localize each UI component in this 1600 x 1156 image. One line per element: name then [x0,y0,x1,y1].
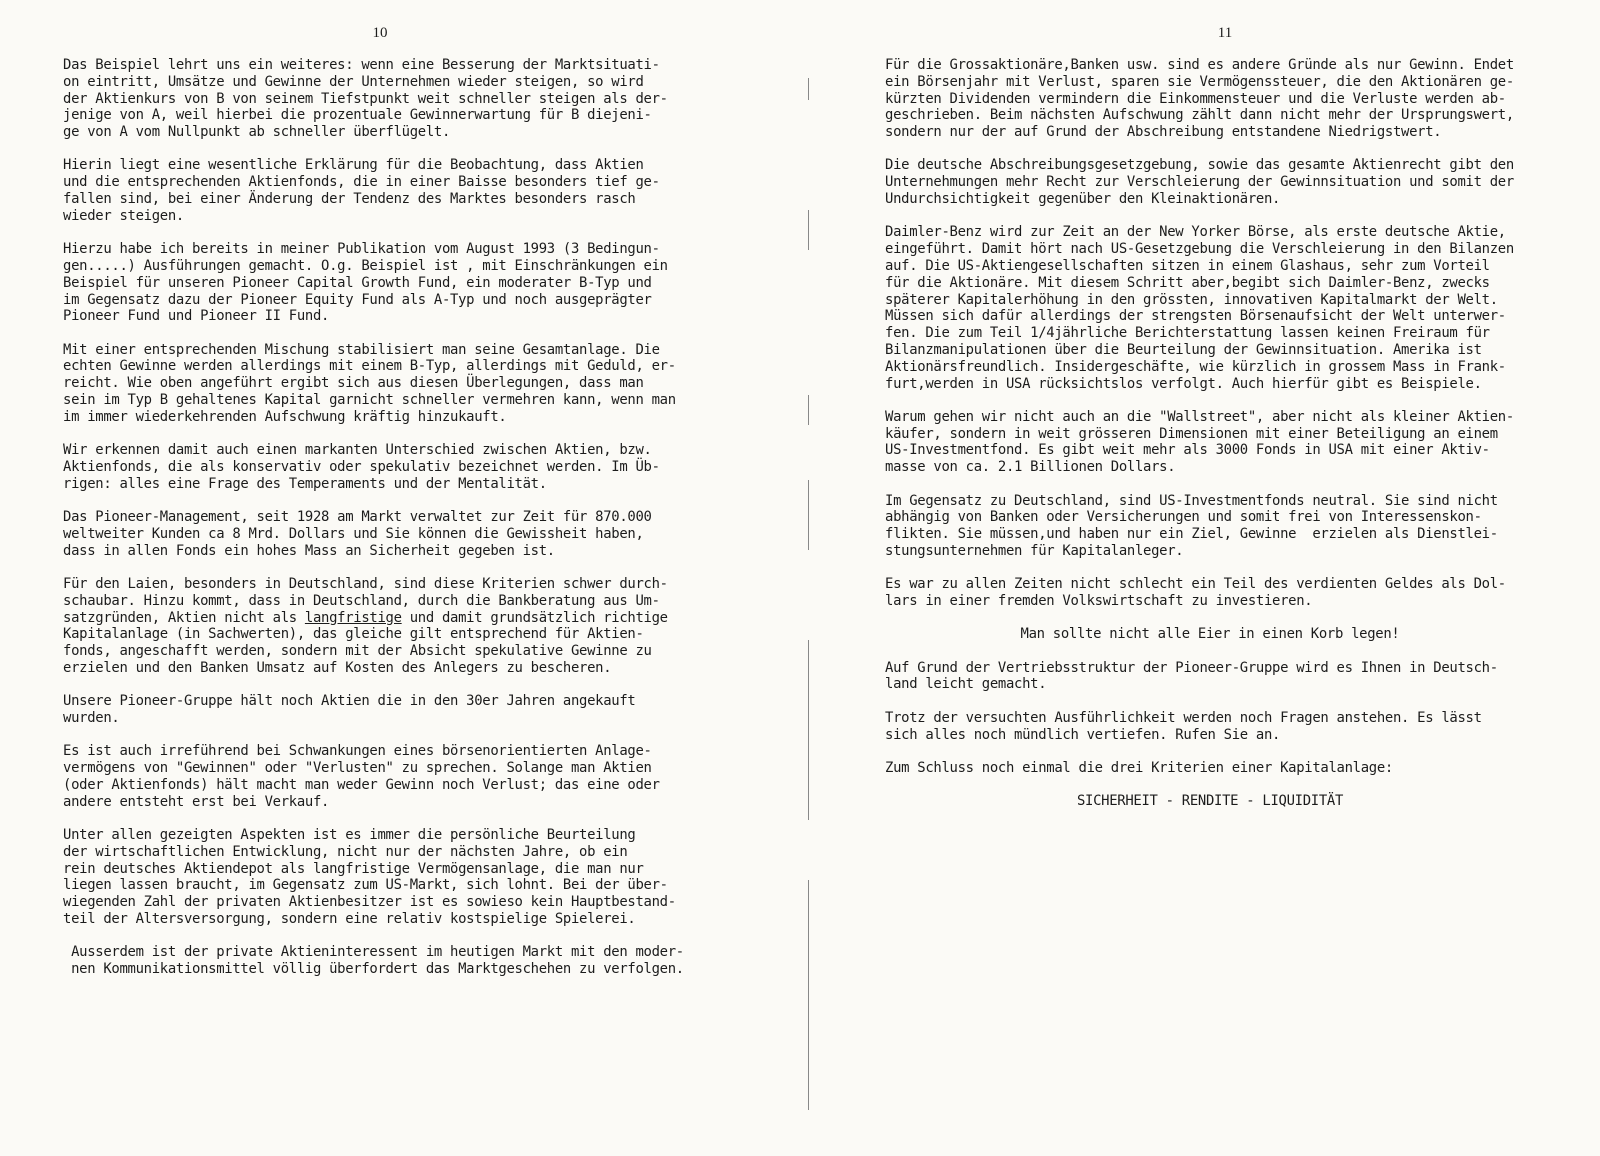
text-line: der Aktienkurs von B von seinem Tiefstpunkt weit schneller steigen als der- [63,90,668,107]
text-line: Das Pioneer-Management, seit 1928 am Markt verwaltet zur Zeit für 870.000 [63,509,652,526]
text-line: sein im Typ B gehaltenes Kapital garnicht schneller vermehren kann, wenn man [63,392,676,409]
paragraph [885,576,1535,610]
text-line: Unter allen gezeigten Aspekten ist es immer die persönliche Beurteilung [63,826,636,843]
text-line: Wir erkennen damit auch einen markanten Unterschied zwischen Aktien, bzw. [63,442,652,459]
text-line: Beispiel für unseren Pioneer Capital Growth Fund, ein moderater B-Typ und [63,274,652,291]
text-line: wieder steigen. [63,207,184,224]
paragraph [63,241,723,325]
text-line: ein Börsenjahr mit Verlust, sparen sie Vermögenssteuer, die den Aktionären ge- [885,73,1514,90]
text-line: abhängig von Banken oder Versicherungen und somit frei von Interessenskon- [885,509,1482,526]
text-line: Pioneer Fund und Pioneer II Fund. [63,308,330,325]
text-line: flikten. Sie müssen,und haben nur ein Ziel, Gewinne erzielen als Dienstlei- [885,526,1498,543]
motto: Man sollte nicht alle Eier in einen Korb legen! [1020,626,1400,643]
text-line: teil der Altersversorgung, sondern eine relativ kostspielige Spielerei. [63,910,636,927]
text-line: im Gegensatz dazu der Pioneer Equity Fund als A-Typ und noch ausgeprägter [63,291,652,308]
text-line: echten Gewinne werden allerdings mit einem B-Typ, allerdings mit Geduld, er- [63,358,676,375]
text-line: andere entsteht erst bei Verkauf. [63,793,330,810]
paragraph [63,442,723,492]
text-line: Kapitalanlage (in Sachwerten), das gleiche gilt entsprechend für Aktien- [63,626,644,643]
text-line: reicht. Wie oben angeführt ergibt sich aus diesen Überlegungen, dass man [63,375,644,392]
text-line: kürzten Dividenden vermindern die Einkommensteuer und die Verluste werden ab- [885,90,1506,107]
text-line: Mit einer entsprechenden Mischung stabilisiert man seine Gesamtanlage. Die [63,341,660,358]
right-page-text [885,57,1535,826]
text-line: jenige von A, weil hierbei die prozentuale Gewinnerwartung für B diejeni- [63,107,652,124]
text-line: ge von A vom Nullpunkt ab schneller überflügelt. [63,124,451,141]
paragraph [63,157,723,224]
text-line: on eintritt, Umsätze und Gewinne der Unternehmen wieder steigen, so wird [63,73,644,90]
paragraph [63,509,723,559]
text-line: Aktienfonds, die als konservativ oder spekulativ bezeichnet werden. Im Üb- [63,458,660,475]
text-line: Hierin liegt eine wesentliche Erklärung für die Beobachtung, dass Aktien [63,157,644,174]
text-line: wiegenden Zahl der privaten Aktienbesitzer ist es sowieso kein Hauptbestand- [63,894,676,911]
text-line: Für den Laien, besonders in Deutschland, sind diese Kriterien schwer durch- [63,575,668,592]
text-line: für die Aktionäre. Mit diesem Schritt aber,begibt sich Daimler-Benz, zwecks [885,274,1490,291]
text-line: gen.....) Ausführungen gemacht. O.g. Beispiel ist , mit Einschränkungen ein [63,257,668,274]
paragraph [63,576,723,677]
text-line: späterer Kapitalerhöhung in den grössten, innovativen Kapitalmarkt der Welt. [885,291,1498,308]
text-line: Zum Schluss noch einmal die drei Kriterien einer Kapitalanlage: [885,759,1393,776]
text-line: Trotz der versuchten Ausführlichkeit werden noch Fragen anstehen. Es lässt [885,709,1482,726]
text-line: der wirtschaftlichen Entwicklung, nicht nur der nächsten Jahre, ob ein [63,843,628,860]
paragraph [63,743,723,810]
text-line: fonds, angeschafft werden, sondern mit der Absicht spekulative Gewinne zu [63,643,652,660]
text-line: US-Investmentfond. Es gibt weit mehr als 3000 Fonds in USA mit einer Aktiv- [885,442,1490,459]
text-line: fallen sind, bei einer Änderung der Tendenz des Marktes besonders rasch [63,191,636,208]
text-line: land leicht gemacht. [885,676,1047,693]
page-number: 11 [1217,25,1233,41]
text-line: Aktionärsfreundlich. Insidergeschäfte, wie kürzlich in grossem Mass in Frank- [885,358,1506,375]
text-line: Unsere Pioneer-Gruppe hält noch Aktien die in den 30er Jahren angekauft [63,693,636,710]
text-line: Bilanzmanipulationen über die Beurteilung der Gewinnsituation. Amerika ist [885,341,1482,358]
text-line: und die entsprechenden Aktienfonds, die in einer Baisse besonders tief ge- [63,174,660,191]
paragraph [885,224,1535,392]
text-line: Für die Grossaktionäre,Banken usw. sind es andere Gründe als nur Gewinn. Endet [885,57,1514,73]
paragraph [885,760,1535,777]
closing-criteria: SICHERHEIT - RENDITE - LIQUIDITÄT [1076,793,1344,810]
paragraph [885,660,1535,694]
left-page-text [63,57,723,994]
text-line: Warum gehen wir nicht auch an die "Wallstreet", aber nicht als kleiner Aktien- [885,408,1514,425]
text-line: erzielen und den Banken Umsatz auf Kosten des Anlegers zu bescheren. [63,659,612,676]
paragraph [885,493,1535,560]
text-line: vermögens von "Gewinnen" oder "Verlusten" zu sprechen. Solange man Aktien [63,760,652,777]
text-line: Es ist auch irreführend bei Schwankungen eines börsenorientierten Anlage- [63,743,652,760]
text-line: liegen lassen braucht, im Gegensatz zum US-Markt, sich lohnt. Bei der über- [63,877,668,894]
text-line: Hierzu habe ich bereits in meiner Publikation vom August 1993 (3 Bedingun- [63,241,660,258]
text-line: sich alles noch mündlich vertiefen. Rufen Sie an. [885,726,1281,743]
paragraph [63,944,723,978]
text-line: sondern nur der auf Grund der Abschreibung entstandene Niedrigstwert. [885,124,1442,141]
paragraph [885,409,1535,476]
text-line: lars in einer fremden Volkswirtschaft zu investieren. [885,593,1313,610]
text-line: Im Gegensatz zu Deutschland, sind US-Investmentfonds neutral. Sie sind nicht [885,492,1498,509]
text-line: Unternehmungen mehr Recht zur Verschleierung der Gewinnsituation und somit der [885,174,1514,191]
text-line: rein deutsches Aktiendepot als langfristige Vermögensanlage, die man nur [63,860,644,877]
text-line: Auf Grund der Vertriebsstruktur der Pioneer-Gruppe wird es Ihnen in Deutsch- [885,659,1498,676]
text-line: Die deutsche Abschreibungsgesetzgebung, sowie das gesamte Aktienrecht gibt den [885,157,1514,174]
paragraph [885,57,1535,141]
text-line: nen Kommunikationsmittel völlig überfordert das Marktgeschehen zu verfolgen. [63,961,684,978]
paragraph [63,827,723,928]
paragraph [885,710,1535,744]
text-line: (oder Aktienfonds) hält macht man weder Gewinn noch Verlust; das eine oder [63,776,660,793]
text-line: Undurchsichtigkeit gegenüber den Kleinaktionären. [885,191,1281,208]
text-line: käufer, sondern in weit grösseren Dimensionen mit einer Beteiligung an einem [885,425,1498,442]
text-line: dass in allen Fonds ein hohes Mass an Sicherheit gegeben ist. [63,542,555,559]
text-line: stungsunternehmen für Kapitalanleger. [885,542,1184,559]
text-line: weltweiter Kunden ca 8 Mrd. Dollars und Sie können die Gewissheit haben, [63,525,644,542]
text-line: Daimler-Benz wird zur Zeit an der New Yorker Börse, als erste deutsche Aktie, [885,224,1506,241]
text-line: wurden. [63,710,120,726]
text-line: schaubar. Hinzu kommt, dass in Deutschland, durch die Bankberatung aus Um- [63,592,660,609]
page-number: 10 [372,25,388,41]
text-line: rigen: alles eine Frage des Temperaments und der Mentalität. [63,475,547,492]
text-line: Ausserdem ist der private Aktieninteressent im heutigen Markt mit den moder- [63,944,684,961]
paragraph [885,157,1535,207]
text-line: Es war zu allen Zeiten nicht schlecht ein Teil des verdienten Geldes als Dol- [885,576,1506,593]
text-line: masse von ca. 2.1 Billionen Dollars. [885,459,1176,476]
right-page [800,0,1600,1156]
text-line: auf. Die US-Aktiengesellschaften sitzen in einem Glashaus, sehr zum Vorteil [885,257,1490,274]
text-line: fen. Die zum Teil 1/4jährliche Berichterstattung lassen keinen Freiraum für [885,325,1490,342]
paragraph [63,57,723,141]
paragraph [63,342,723,426]
text-line: eingeführt. Damit hört nach US-Gesetzgebung die Verschleierung in den Bilanzen [885,241,1514,258]
text-line: im immer wiederkehrenden Aufschwung kräftig hinzukauft. [63,408,507,425]
text-line: Müssen sich dafür allerdings der strengsten Börsenaufsicht der Welt unterwer- [885,308,1506,325]
text-line: geschrieben. Beim nächsten Aufschwung zählt dann nicht mehr der Ursprungswert, [885,107,1514,124]
text-line: furt,werden in USA rücksichtslos verfolgt. Auch hierfür gibt es Beispiele. [885,375,1482,392]
text-line: satzgründen, Aktien nicht als langfristige und damit grundsätzlich richtige [63,609,668,626]
text-line: Das Beispiel lehrt uns ein weiteres: wenn eine Besserung der Marktsituati- [63,57,660,73]
paragraph [63,693,723,727]
